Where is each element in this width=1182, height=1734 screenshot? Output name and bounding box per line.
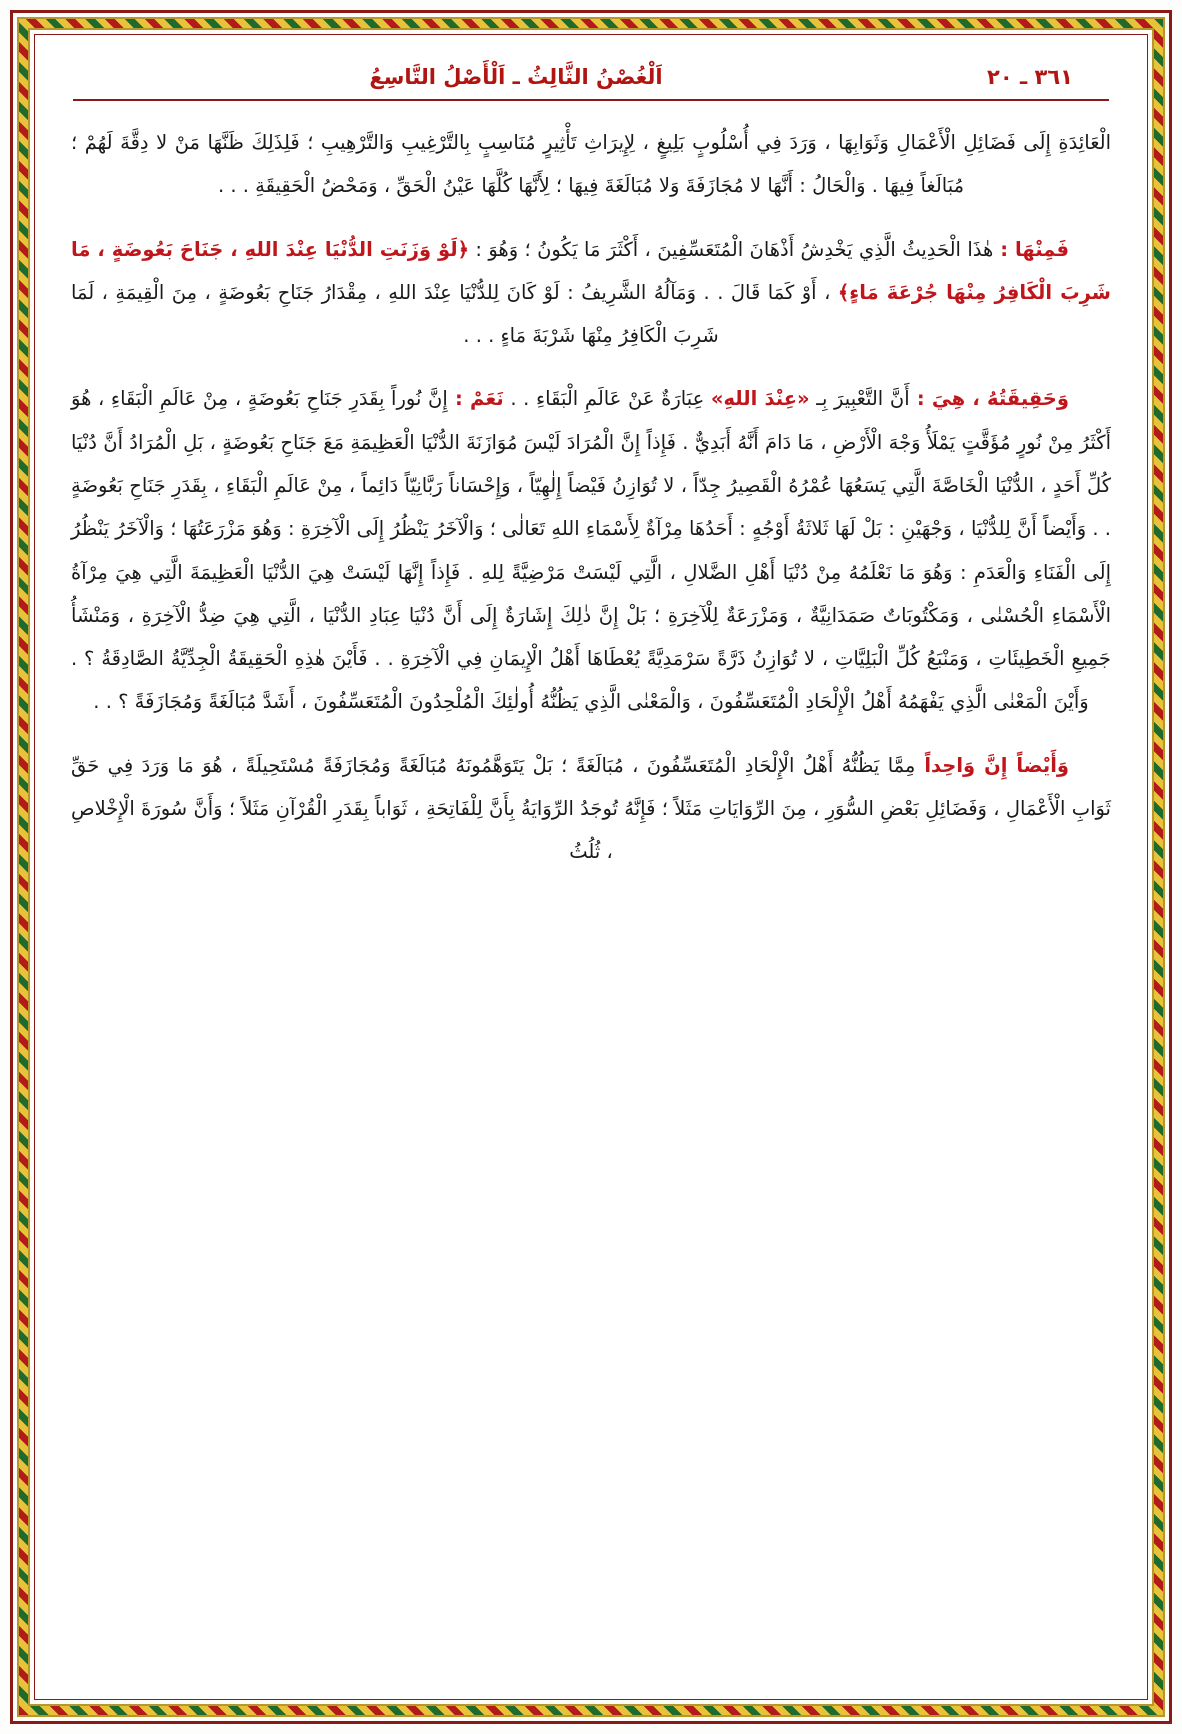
text-run: عِبَارَةٌ عَنْ عَالَمِ الْبَقَاءِ . . [503,387,711,411]
text-run: الْعَائِدَةِ إِلَى فَضَائِلِ الْأَعْمَالِ وَثَوَابِهَا ، وَرَدَ فِي أُسْلُوبٍ بَلِيغٍ ، لِإِيرَاثِ تَأْثِيرٍ مُنَاسِبٍ بِالتَّرْغِيبِ وَالتَّرْهِيبِ ؛ فَلِذَلِكَ ظَنَّهَا مَنْ لا دِقَّةَ لَهُمْ ؛ مُبَالَغاً فِيهَا . وَالْحَالُ : أَنَّهَا لا مُجَازَفَةَ وَلا مُبَالَغَةَ فِيهَا ؛ لِأَنَّهَا كُلَّهَا عَيْنُ الْحَقِّ ، وَمَحْضُ الْحَقِيقَةِ . . . [71,131,1111,198]
page-border-inner [28,28,1154,1706]
paragraph [71,744,1111,874]
header-divider [73,99,1109,101]
page-content-area [34,34,1148,1700]
paragraph [71,228,1111,358]
highlighted-text-run: ﴿لَوْ وَزَنَتِ الدُّنْيَا عِنْدَ اللهِ ، جَنَاحَ بَعُوضَةٍ ، مَا شَرِبَ الْكَافِرُ مِنْهَا جُرْعَةَ مَاءٍ﴾ [71,237,1111,304]
page-number: ٣٦١ ـ ٢٠ [987,65,1073,89]
page-border-ornament [17,17,1165,1717]
text-run: إِنَّ نُوراً بِقَدَرِ جَنَاحِ بَعُوضَةٍ ، مِنْ عَالَمِ الْبَقَاءِ ، هُوَ أَكْثَرُ مِنْ نُورٍ مُؤَقَّتٍ يَمْلَأُ وَجْهَ الْأَرْضِ ، مَا دَامَ أَنَّهُ أَبَدِيٌّ . فَإِذاً إِنَّ الْمُرَادَ لَيْسَ مُوَازَنَةَ الدُّنْيَا الْعَظِيمَةِ مَعَ جَنَاحِ بَعُوضَةٍ ، بَلِ الْمُرَادُ أَنَّ دُنْيَا كُلِّ أَحَدٍ ، الدُّنْيَا الْخَاصَّةَ الَّتِي يَسَعُهَا عُمْرُهُ الْقَصِيرُ جِدّاً ، لا تُوَازِنُ فَيْضاً إِلٰهِيّاً ، وَإِحْسَاناً رَبَّانِيّاً دَائِماً ، مِنْ عَالَمِ الْبَقَاءِ ، بِقَدَرِ جَنَاحِ بَعُوضَةٍ . . وَأَيْضاً أَنَّ لِلدُّنْيَا ، وَجْهَيْنِ : بَلْ لَهَا ثَلاثَةُ أَوْجُهٍ : أَحَدُهَا مِرْآةٌ لِأَسْمَاءِ اللهِ تَعَالٰى ؛ وَالْآخَرُ يَنْظُرُ إِلَى الْآخِرَةِ : وَهُوَ مَزْرَعَتُهَا ؛ وَالْآخَرُ يَنْظُرُ إِلَى الْفَنَاءِ وَالْعَدَمِ : وَهُوَ مَا نَعْلَمُهُ مِنْ دُنْيَا أَهْلِ الضَّلالِ ، الَّتِي لَيْسَتْ مَرْضِيَّةً لِلهِ . فَإِذاً إِنَّهَا لَيْسَتْ هِيَ الدُّنْيَا الْعَظِيمَةَ الَّتِي هِيَ مِرْآةُ الْأَسْمَاءِ الْحُسْنٰى ، وَمَكْتُوبَاتٌ صَمَدَانِيَّةٌ ، وَمَزْرَعَةٌ لِلْآخِرَةِ ؛ بَلْ إِنَّ ذٰلِكَ إِشَارَةٌ إِلَى أَنَّ دُنْيَا عِبَادِ الدُّنْيَا ، الَّتِي هِيَ ضِدُّ الْآخِرَةِ ، وَمَنْشَأُ جَمِيعِ الْخَطِيئَاتِ ، وَمَنْبَعُ كُلِّ الْبَلِيَّاتِ ، لا تُوَازِنُ ذَرَّةً سَرْمَدِيَّةً يُعْطَاهَا أَهْلُ الْإِيمَانِ فِي الْآخِرَةِ . . فَأَيْنَ هٰذِهِ الْحَقِيقَةُ الْجِدِّيَّةُ الصَّادِقَةُ ؟ . وَأَيْنَ الْمَعْنٰى الَّذِي يَفْهَمُهُ أَهْلُ الْإِلْحَادِ الْمُتَعَسِّفُونَ ، وَالْمَعْنٰى الَّذِي يَظُنُّهُ أُولٰئِكَ الْمُلْحِدُونَ الْمُتَعَسِّفُونَ ، أَشَدَّ مُبَالَغَةً وَمُجَازَفَةً ؟ . . [71,387,1111,714]
highlighted-text-run: نَعَمْ : [447,387,504,411]
highlighted-text-run: وَحَقِيقَتُهُ ، هِيَ : [909,387,1069,411]
paragraph [71,377,1111,723]
text-run: مِمَّا يَظُنُّهُ أَهْلُ الْإِلْحَادِ الْمُتَعَسِّفُونَ ، مُبَالَغَةً ؛ بَلْ يَتَوَهَّمُونَهُ مُبَالَغَةً وَمُجَازَفَةً مُسْتَحِيلَةً ، هُوَ مَا وَرَدَ فِي حَقِّ ثَوَابِ الْأَعْمَالِ ، وَفَضَائِلِ بَعْضِ السُّوَرِ ، مِنَ الرِّوَايَاتِ مَثَلاً ؛ فَإِنَّهُ تُوجَدُ الرِّوَايَةُ بِأَنَّ لِلْفَاتِحَةِ ، ثَوَاباً بِقَدَرِ الْقُرْآنِ مَثَلاً ؛ وَأَنَّ سُورَةَ الْإِخْلاصِ ، ثُلُثُ [71,753,1111,864]
highlighted-text-run: فَمِنْهَا : [993,237,1069,261]
highlighted-text-run: «عِنْدَ اللهِ» [710,387,810,411]
page-border-outer [10,10,1172,1724]
highlighted-text-run: وَأَيْضاً إِنَّ وَاحِداً [915,753,1069,777]
page-header [71,65,1111,95]
text-run: ، أَوْ كَمَا قَالَ . . وَمَآلُهُ الشَّرِيفُ : لَوْ كَانَ لِلدُّنْيَا عِنْدَ اللهِ ، مِقْدَارُ جَنَاحِ بَعُوضَةٍ ، مِنَ الْقِيمَةِ ، لَمَا شَرِبَ الْكَافِرُ مِنْهَا شَرْبَةَ مَاءٍ . . . [71,280,838,348]
text-run: أَنَّ التَّعْبِيرَ بِـ [809,387,910,411]
document-body [71,121,1111,874]
text-run: هٰذَا الْحَدِيثُ الَّذِي يَخْدِشُ أَذْهَانَ الْمُتَعَسِّفِينَ ، أَكْثَرَ مَا يَكُونُ ؛ وَهُوَ : [469,237,994,261]
page-title: اَلْغُصْنُ الثَّالِثُ ـ اَلْأَصْلُ التَّاسِعُ [369,65,663,89]
paragraph [71,121,1111,208]
